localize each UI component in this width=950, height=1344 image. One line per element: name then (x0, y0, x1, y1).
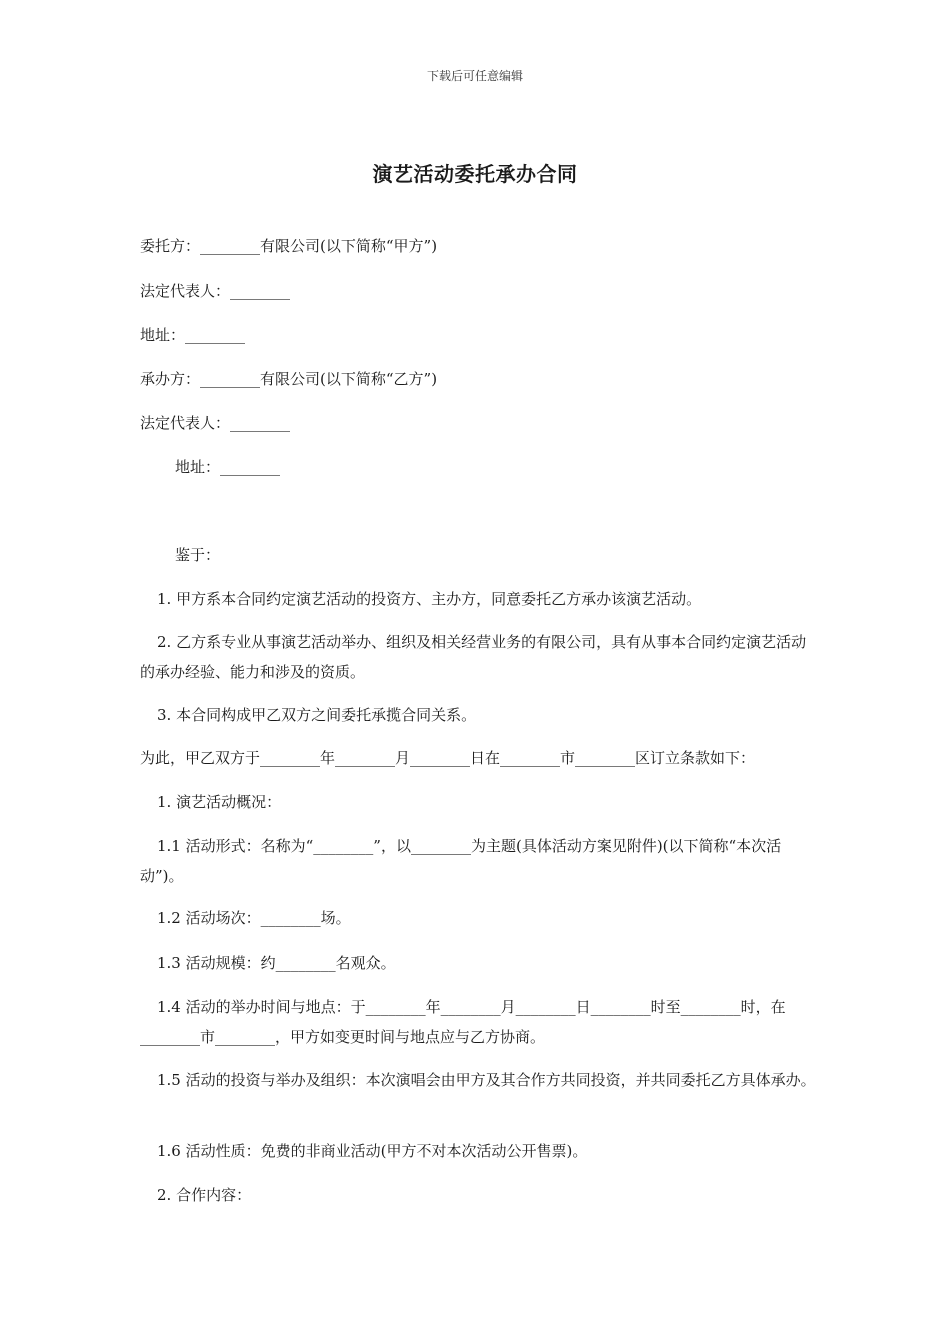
whereas-item-2: 2. 乙方系专业从事演艺活动举办、组织及相关经营业务的有限公司，具有从事本合同约定演艺活动的承办经验、能力和涉及的资质。 (140, 633, 807, 681)
clause-1-4: 1.4 活动的举办时间与地点：于________年________月________日________时至________时，在________市________，甲方如变更时间与地点应与乙方协商。 (140, 998, 786, 1046)
clause-1-6: 1.6 活动性质：免费的非商业活动(甲方不对本次活动公开售票)。 (157, 1142, 588, 1160)
clause-1-1: 1.1 活动形式：名称为“________”，以________为主题(具体活动方案见附件)(以下简称“本次活动”)。 (140, 837, 782, 885)
contractor-address-line: 地址：________ (175, 458, 281, 476)
header-note: 下载后可任意编辑 (426, 69, 523, 83)
client-representative-line: 法定代表人：________ (140, 282, 291, 300)
client-address-line: 地址：________ (140, 326, 246, 344)
clause-1-2: 1.2 活动场次：________场。 (157, 909, 351, 927)
clause-1-5: 1.5 活动的投资与举办及组织：本次演唱会由甲方及其合作方共同投资，并共同委托乙方具体承办。 (157, 1071, 816, 1089)
section-1-heading: 1. 演艺活动概况： (157, 793, 282, 811)
whereas-item-3: 3. 本合同构成甲乙双方之间委托承揽合同关系。 (157, 706, 477, 724)
agreement-line: 为此，甲乙双方于________年________月________日在________市________区订立条款如下： (140, 749, 756, 767)
document-title: 演艺活动委托承办合同 (372, 162, 578, 186)
whereas-item-1: 1. 甲方系本合同约定演艺活动的投资方、主办方，同意委托乙方承办该演艺活动。 (157, 590, 702, 608)
clause-1-3: 1.3 活动规模：约________名观众。 (157, 954, 396, 972)
whereas-heading: 鉴于： (175, 546, 221, 564)
section-2-heading: 2. 合作内容： (157, 1186, 252, 1204)
client-party-line: 委托方：________有限公司(以下简称“甲方”) (140, 237, 438, 255)
contractor-representative-line: 法定代表人：________ (140, 414, 291, 432)
contractor-party-line: 承办方：________有限公司(以下简称“乙方”) (140, 370, 438, 388)
